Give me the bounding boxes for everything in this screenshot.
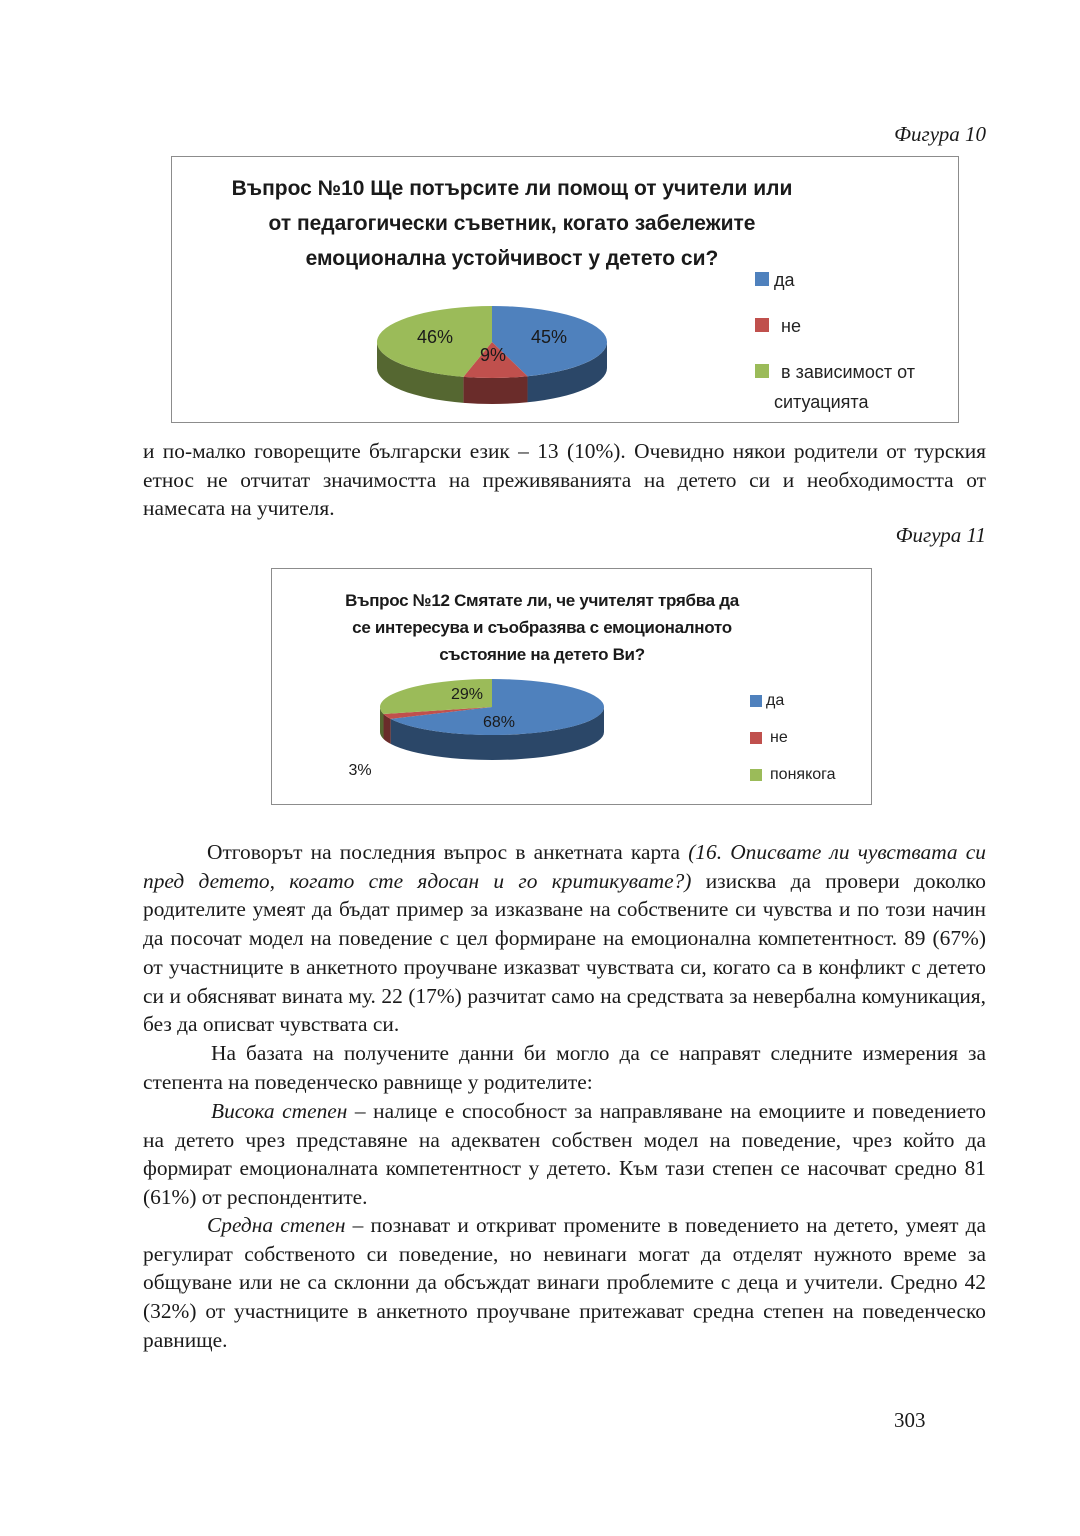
legend-swatch-blue: [750, 695, 762, 707]
high-level-term: Висока степен: [211, 1099, 348, 1123]
legend-item: [750, 763, 836, 787]
medium-level-term: Средна степен: [207, 1213, 346, 1237]
chart-2-title-line: състояние на детето Ви?: [439, 645, 645, 664]
chart-2-title-line: се интересува и съобразява с емоционалното: [352, 618, 732, 637]
chart-1-title-line: Въпрос №10 Ще потърсите ли помощ от учители или: [231, 177, 793, 200]
paragraph-3: На базата на получените данни би могло да се направят следните измерения за степента на поведенческо равнище у родителите:: [143, 1041, 986, 1094]
chart-2-title-line: Въпрос №12 Смятате ли, че учителят трябва да: [345, 591, 739, 610]
legend-label: да: [774, 270, 795, 290]
legend-swatch-red: [750, 732, 762, 744]
legend-item: [755, 359, 915, 385]
paragraph-1: и по-малко говорещите български език – 13 (10%). Очевидно някои родители от турския етнос не отчитат значимостта на преживяванията на детето си и необходимостта от намесата на учителя.: [143, 439, 986, 521]
chart-1-title: [192, 171, 832, 276]
legend-label: понякога: [770, 766, 836, 783]
legend-item: [750, 689, 836, 713]
chart-1-title-line: емоционална устойчивост у детето си?: [305, 247, 719, 270]
page-number: 303: [894, 1408, 926, 1432]
legend-swatch-green: [755, 364, 769, 378]
figure-10-label: Фигура 10: [894, 122, 986, 146]
pie-data-label: 3%: [348, 762, 372, 779]
legend-item: [750, 726, 836, 750]
legend-swatch-blue: [755, 272, 769, 286]
legend-item: [755, 267, 915, 293]
chart-2-pie: [348, 677, 607, 787]
pie-data-label: 68%: [482, 714, 516, 731]
pie-slice-side-не: [384, 714, 391, 744]
pie-data-label: 46%: [416, 327, 454, 347]
chart-1-pie: [372, 302, 612, 402]
high-level-description: – налице е способност за направляване на емоциите и поведението на детето чрез представяне на адекватен собствен модел на поведение, чрез който да формират емоционалната компетентност у детето. Към тази степен се насочват средно 81 (61%) от респондентите.: [143, 1099, 986, 1210]
medium-level-description: – познават и откриват промените в поведението на детето, умеят да регулират собственото си поведение, но невинаги могат да отделят нужното време за общуване или не са склонни да обсъждат винаги проблемите с деца и учители. Средно 42 (32%) от участниците в анкетното проучване притежават средна степен на поведенческо равнище.: [143, 1213, 986, 1352]
chart-question-12: [271, 568, 872, 805]
paragraph-2-end: изисква да провери доколко родителите умеят да бъдат пример за изказване на собствените си чувства и по този начин да посочат модел на поведение с цел формиране на емоционална компетентност. 89 (67%) от участниците в анкетното проучване изказват чувствата си, когато са в конфликт с детето си и обясняват вината му. 22 (17%) разчитат само на средствата за невербална комуникация, без да описват чувствата си.: [143, 868, 987, 1037]
chart-2-title: [312, 587, 772, 668]
legend-label: да: [766, 692, 785, 709]
legend-label: не: [770, 729, 788, 746]
chart-2-legend: [750, 689, 836, 787]
legend-label: не: [781, 316, 801, 336]
figure-11-label: Фигура 11: [895, 523, 986, 547]
legend-item: [755, 313, 915, 339]
paragraph-2: [143, 838, 986, 1039]
legend-swatch-red: [755, 318, 769, 332]
pie-data-label: 29%: [450, 686, 484, 703]
legend-label: в зависимост от: [781, 362, 915, 382]
legend-label-continuation: ситуацията: [774, 389, 915, 419]
paragraph-5-medium-level: [143, 1211, 986, 1355]
pie-data-label: 45%: [530, 327, 568, 347]
paragraph-4-high-level: [143, 1097, 986, 1212]
paragraph-2-question-quote: (16. Описвате ли чувствата си пред детето, когато сте ядосан и го критикувате?): [143, 840, 986, 893]
legend-swatch-green: [750, 769, 762, 781]
pie-slice-side-не: [463, 376, 527, 404]
chart-1-title-line: от педагогически съветник, когато забележите: [268, 212, 756, 235]
chart-question-10: [171, 156, 959, 423]
pie-data-label: 9%: [479, 345, 507, 365]
chart-1-legend: [755, 267, 915, 419]
paragraph-2-start: Отговорът на последния въпрос в анкетната карта: [207, 840, 689, 864]
